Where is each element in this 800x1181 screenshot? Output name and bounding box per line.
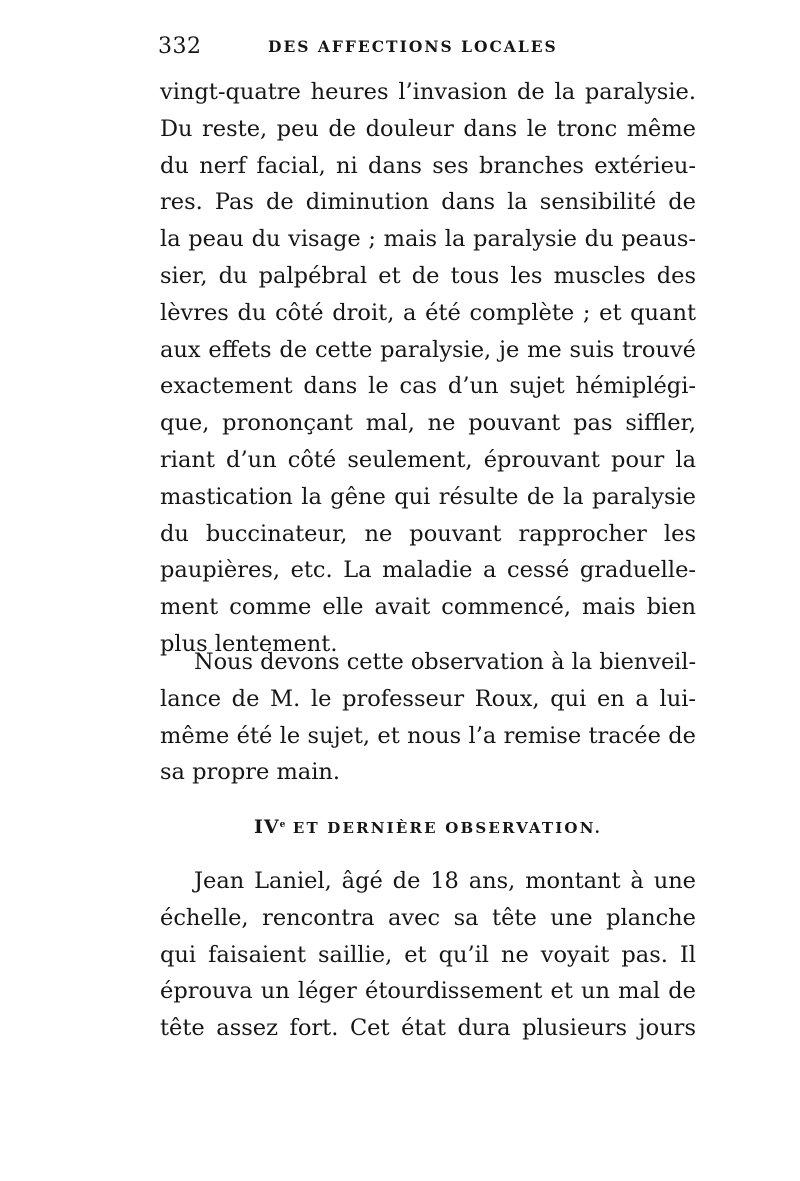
text-line: exactement dans le cas d’un sujet hémiplégi- (160, 373, 696, 400)
section-title: ET DERNIÈRE OBSERVATION. (292, 819, 603, 837)
text-line: sier, du palpébral et de tous les muscles des (160, 262, 696, 289)
text-line: riant d’un côté seulement, éprouvant pour la (160, 446, 696, 473)
text-line: Nous devons cette observation à la bienveil- (194, 649, 696, 675)
text-line: éprouva un léger étourdissement et un mal de (160, 978, 696, 1005)
text-line: échelle, rencontra avec sa tête une planche (160, 904, 696, 931)
text-line: mastication la gêne qui résulte de la paralysie (160, 483, 696, 510)
section-numeral: IV (254, 816, 280, 838)
running-title: DES AFFECTIONS LOCALES (268, 37, 558, 56)
text-line: du nerf facial, ni dans ses branches extérieu- (160, 152, 696, 179)
text-line: ment comme elle avait commencé, mais bien (160, 594, 696, 621)
text-line: res. Pas de diminution dans la sensibilité de (160, 189, 696, 216)
text-line: plus lentement. (160, 630, 338, 657)
text-line: vingt-quatre heures l’invasion de la paralysie. (160, 79, 696, 105)
text-line: Du reste, peu de douleur dans le tronc même (160, 115, 696, 142)
text-line: tête assez fort. Cet état dura plusieurs jours (160, 1015, 696, 1042)
text-line: sa propre main. (160, 759, 341, 786)
text-line: la peau du visage ; mais la paralysie du peaus- (160, 226, 696, 253)
text-line: qui faisaient saillie, et qu’il ne voyait pas. Il (160, 941, 696, 968)
page-number: 332 (158, 34, 202, 59)
section-heading (254, 816, 602, 838)
text-line: Jean Laniel, âgé de 18 ans, montant à une (194, 868, 696, 894)
text-line: lèvres du côté droit, a été complète ; et quant (160, 299, 696, 326)
paragraph-acknowledgement (160, 644, 696, 791)
paragraph-continuation (160, 74, 696, 663)
text-line: que, prononçant mal, ne pouvant pas siffler, (160, 410, 696, 437)
text-line: du buccinateur, ne pouvant rapprocher les (160, 520, 696, 547)
paragraph-case-report (160, 863, 696, 1047)
text-line: même été le sujet, et nous l’a remise tracée de (160, 722, 696, 749)
text-line: aux effets de cette paralysie, je me suis trouvé (160, 336, 696, 363)
text-line: paupières, etc. La maladie a cessé graduelle- (160, 557, 696, 584)
text-line: lance de M. le professeur Roux, qui en a lui- (160, 685, 696, 712)
page-header (158, 34, 703, 64)
section-numeral-suffix: e (279, 820, 286, 830)
